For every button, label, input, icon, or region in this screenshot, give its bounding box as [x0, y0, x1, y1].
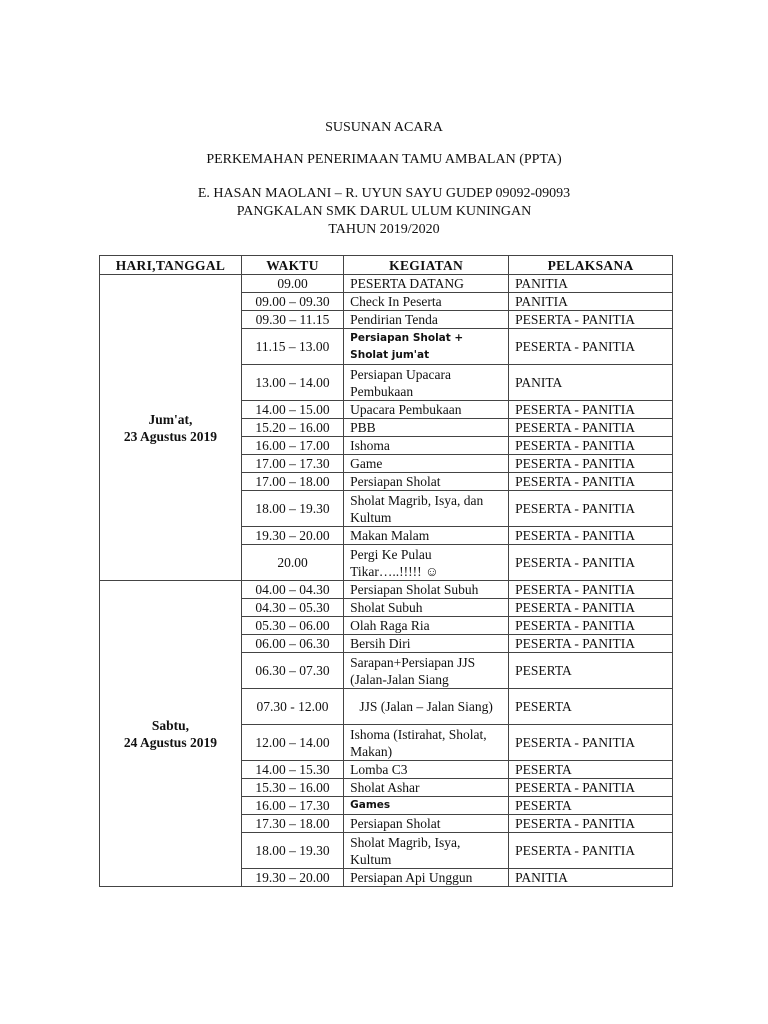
- time-cell: 16.00 – 17.00: [241, 437, 343, 455]
- activity-cell: Persiapan Api Unggun: [344, 869, 509, 887]
- activity-cell: JJS (Jalan – Jalan Siang): [344, 689, 509, 725]
- time-cell: 19.30 – 20.00: [241, 527, 343, 545]
- day-cell: [100, 275, 242, 581]
- activity-cell: Bersih Diri: [344, 635, 509, 653]
- col-header-day: HARI,TANGGAL: [100, 256, 242, 275]
- activity-cell: Olah Raga Ria: [344, 617, 509, 635]
- time-cell: 17.00 – 18.00: [241, 473, 343, 491]
- activity-cell: Persiapan Sholat: [344, 473, 509, 491]
- time-cell: 14.00 – 15.30: [241, 761, 343, 779]
- unit-name: E. HASAN MAOLANI – R. UYUN SAYU GUDEP 09092-09093: [197, 186, 571, 201]
- activity-cell: Persiapan Sholat + Sholat jum'at: [344, 329, 509, 365]
- activity-cell: Sholat Subuh: [344, 599, 509, 617]
- activity-cell: Pendirian Tenda: [344, 311, 509, 329]
- activity-cell: Makan Malam: [344, 527, 509, 545]
- executor-cell: PESERTA - PANITIA: [509, 635, 673, 653]
- time-cell: 20.00: [241, 545, 343, 581]
- col-header-time: WAKTU: [241, 256, 343, 275]
- activity-cell: Sholat Magrib, Isya, dan Kultum: [344, 491, 509, 527]
- activity-cell: Sholat Magrib, Isya, Kultum: [344, 833, 509, 869]
- schedule-table: [99, 255, 673, 887]
- activity-cell: Upacara Pembukaan: [344, 401, 509, 419]
- time-cell: 05.30 – 06.00: [241, 617, 343, 635]
- activity-cell: Persiapan Sholat: [344, 815, 509, 833]
- executor-cell: PESERTA: [509, 689, 673, 725]
- time-cell: 04.30 – 05.30: [241, 599, 343, 617]
- time-cell: 07.30 - 12.00: [241, 689, 343, 725]
- time-cell: 17.30 – 18.00: [241, 815, 343, 833]
- executor-cell: PESERTA - PANITIA: [509, 779, 673, 797]
- executor-cell: PESERTA - PANITIA: [509, 329, 673, 365]
- day-date: 23 Agustus 2019: [123, 428, 217, 444]
- table-header-row: [100, 256, 673, 275]
- time-cell: 15.30 – 16.00: [241, 779, 343, 797]
- activity-cell: Check In Peserta: [344, 293, 509, 311]
- executor-cell: PESERTA: [509, 653, 673, 689]
- day-name: Jum'at,: [148, 411, 193, 427]
- executor-cell: PESERTA: [509, 761, 673, 779]
- time-cell: 15.20 – 16.00: [241, 419, 343, 437]
- executor-cell: PESERTA - PANITIA: [509, 455, 673, 473]
- activity-cell: Persiapan Sholat Subuh: [344, 581, 509, 599]
- executor-cell: PESERTA - PANITIA: [509, 617, 673, 635]
- activity-cell: Sholat Ashar: [344, 779, 509, 797]
- day-name: Sabtu,: [151, 717, 190, 733]
- activity-cell: Pergi Ke Pulau Tikar…..!!!!! ☺: [344, 545, 509, 581]
- time-cell: 04.00 – 04.30: [241, 581, 343, 599]
- time-cell: 09.30 – 11.15: [241, 311, 343, 329]
- activity-cell: PBB: [344, 419, 509, 437]
- col-header-activity: KEGIATAN: [344, 256, 509, 275]
- executor-cell: PESERTA - PANITIA: [509, 527, 673, 545]
- executor-cell: PESERTA - PANITIA: [509, 491, 673, 527]
- executor-cell: PESERTA - PANITIA: [509, 401, 673, 419]
- time-cell: 14.00 – 15.00: [241, 401, 343, 419]
- executor-cell: PESERTA - PANITIA: [509, 833, 673, 869]
- time-cell: 18.00 – 19.30: [241, 833, 343, 869]
- year-label: TAHUN 2019/2020: [328, 222, 440, 237]
- executor-cell: PESERTA - PANITIA: [509, 473, 673, 491]
- time-cell: 16.00 – 17.30: [241, 797, 343, 815]
- activity-cell: Lomba C3: [344, 761, 509, 779]
- col-header-executor: PELAKSANA: [509, 256, 673, 275]
- executor-cell: PANITIA: [509, 869, 673, 887]
- table-row: [100, 581, 673, 599]
- time-cell: 09.00 – 09.30: [241, 293, 343, 311]
- doc-title: SUSUNAN ACARA: [325, 120, 443, 135]
- executor-cell: PESERTA - PANITIA: [509, 581, 673, 599]
- activity-cell: Ishoma (Istirahat, Sholat, Makan): [344, 725, 509, 761]
- time-cell: 18.00 – 19.30: [241, 491, 343, 527]
- time-cell: 17.00 – 17.30: [241, 455, 343, 473]
- day-cell: [100, 581, 242, 887]
- executor-cell: PESERTA - PANITIA: [509, 545, 673, 581]
- executor-cell: PESERTA - PANITIA: [509, 311, 673, 329]
- event-name: PERKEMAHAN PENERIMAAN TAMU AMBALAN (PPTA): [206, 152, 562, 167]
- executor-cell: PESERTA - PANITIA: [509, 599, 673, 617]
- base-name: PANGKALAN SMK DARUL ULUM KUNINGAN: [236, 204, 532, 219]
- executor-cell: PESERTA - PANITIA: [509, 419, 673, 437]
- time-cell: 13.00 – 14.00: [241, 365, 343, 401]
- activity-cell: PESERTA DATANG: [344, 275, 509, 293]
- activity-cell: Persiapan Upacara Pembukaan: [344, 365, 509, 401]
- day-date: 24 Agustus 2019: [123, 734, 217, 750]
- activity-cell: Games: [344, 797, 509, 815]
- table-row: [100, 275, 673, 293]
- time-cell: 12.00 – 14.00: [241, 725, 343, 761]
- executor-cell: PANITIA: [509, 293, 673, 311]
- executor-cell: PESERTA - PANITIA: [509, 725, 673, 761]
- time-cell: 06.30 – 07.30: [241, 653, 343, 689]
- time-cell: 11.15 – 13.00: [241, 329, 343, 365]
- executor-cell: PESERTA - PANITIA: [509, 815, 673, 833]
- time-cell: 19.30 – 20.00: [241, 869, 343, 887]
- activity-cell: Ishoma: [344, 437, 509, 455]
- time-cell: 09.00: [241, 275, 343, 293]
- executor-cell: PESERTA: [509, 797, 673, 815]
- executor-cell: PESERTA - PANITIA: [509, 437, 673, 455]
- schedule-body: [100, 275, 673, 887]
- executor-cell: PANITIA: [509, 275, 673, 293]
- time-cell: 06.00 – 06.30: [241, 635, 343, 653]
- executor-cell: PANITA: [509, 365, 673, 401]
- activity-cell: Game: [344, 455, 509, 473]
- activity-cell: Sarapan+Persiapan JJS (Jalan-Jalan Siang: [344, 653, 509, 689]
